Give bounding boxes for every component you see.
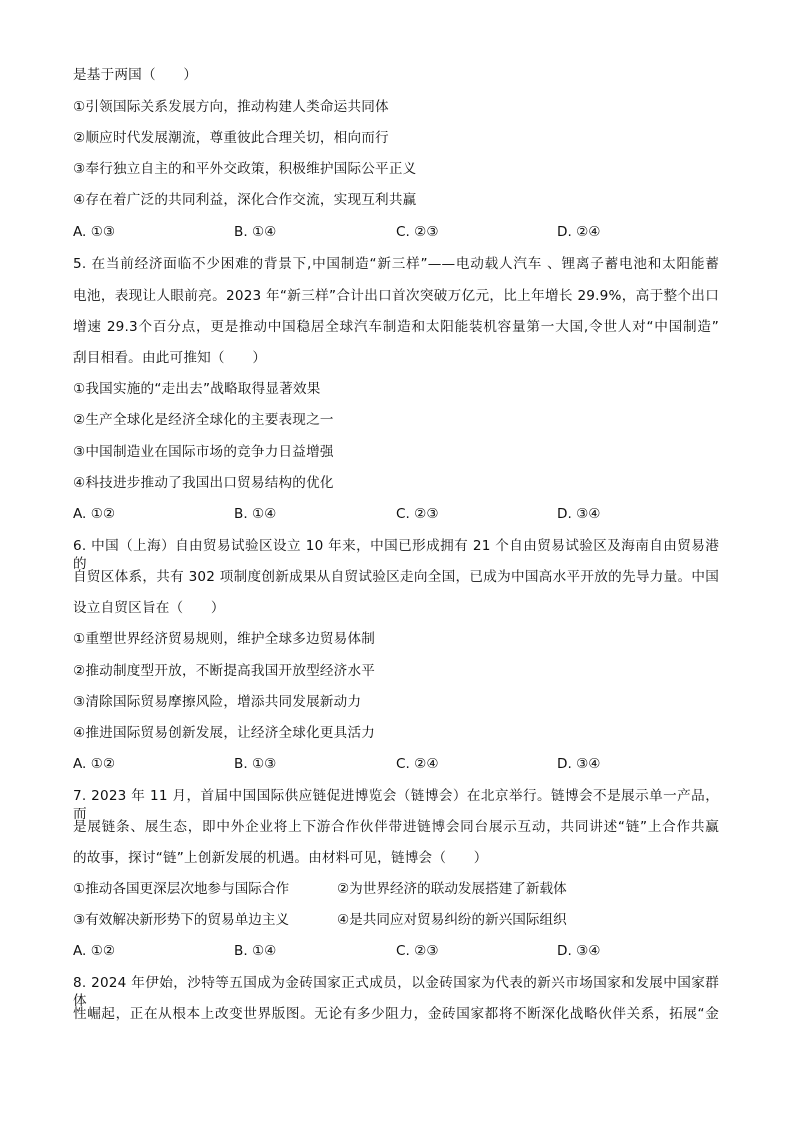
q7-stem-line-3: 的故事，探讨“链”上创新发展的机遇。由材料可见，链博会（ ） — [73, 850, 488, 866]
q7-option-c: C. ②③ — [396, 943, 439, 959]
q8-stem-line-1: 8. 2024 年伊始，沙特等五国成为金砖国家正式成员，以金砖国家为代表的新兴市场国家和发展中国家群体 — [73, 975, 719, 1009]
q6-item-3: ③清除国际贸易摩擦风险，增添共同发展新动力 — [73, 694, 362, 710]
q5-option-d: D. ③④ — [557, 506, 601, 522]
q4-option-d: D. ②④ — [557, 224, 601, 240]
q7-item-2: ②为世界经济的联动发展搭建了新载体 — [337, 881, 567, 897]
q6-stem-line-3: 设立自贸区旨在（ ） — [73, 600, 225, 616]
q6-option-b: B. ①③ — [234, 756, 277, 772]
q4-option-c: C. ②③ — [396, 224, 439, 240]
q6-item-4: ④推进国际贸易创新发展，让经济全球化更具活力 — [73, 725, 376, 741]
q6-stem-line-2: 自贸区体系，共有 302 项制度创新成果从自贸试验区走向全国，已成为中国高水平开放的先导力量。中国 — [73, 569, 719, 585]
q7-item-3: ③有效解决新形势下的贸易单边主义 — [73, 912, 290, 928]
q4-option-a: A. ①③ — [73, 224, 116, 240]
q5-option-c: C. ②③ — [396, 506, 439, 522]
q7-stem-line-2: 是展链条、展生态，即中外企业将上下游合作伙伴带进链博会同台展示互动，共同讲述“链”上合作共赢 — [73, 819, 719, 835]
q6-option-d: D. ③④ — [557, 756, 601, 772]
q7-option-d: D. ③④ — [557, 943, 601, 959]
q7-option-a: A. ①② — [73, 943, 116, 959]
q5-stem-line-2: 电池，表现让人眼前亮。2023 年“新三样”合计出口首次突破万亿元，比上年增长 29.9%，高于整个出口 — [73, 288, 719, 304]
q7-item-1: ①推动各国更深层次地参与国际合作 — [73, 881, 290, 897]
q6-option-c: C. ②④ — [396, 756, 439, 772]
q6-stem-line-1: 6. 中国（上海）自由贸易试验区设立 10 年来，中国已形成拥有 21 个自由贸易试验区及海南自由贸易港的 — [73, 538, 719, 572]
q8-stem-line-2: 性崛起，正在从根本上改变世界版图。无论有多少阻力，金砖国家都将不断深化战略伙伴关系，拓展“金 — [73, 1006, 719, 1022]
q4-item-4: ④存在着广泛的共同利益，深化合作交流，实现互利共赢 — [73, 192, 417, 208]
q5-item-1: ①我国实施的“走出去”战略取得显著效果 — [73, 381, 321, 397]
q6-item-1: ①重塑世界经济贸易规则，维护全球多边贸易体制 — [73, 631, 376, 647]
q4-item-2: ②顺应时代发展潮流，尊重彼此合理关切，相向而行 — [73, 130, 389, 146]
q7-option-b: B. ①④ — [234, 943, 277, 959]
q6-item-2: ②推动制度型开放，不断提高我国开放型经济水平 — [73, 663, 376, 679]
q4-item-1: ①引领国际关系发展方向，推动构建人类命运共同体 — [73, 99, 389, 115]
q5-stem-line-4: 刮目相看。由此可推知（ ） — [73, 350, 267, 366]
q5-item-2: ②生产全球化是经济全球化的主要表现之一 — [73, 412, 334, 428]
q5-stem-line-1: 5. 在当前经济面临不少困难的背景下,中国制造“新三样”——电动载人汽车 、锂离子蓄电池和太阳能蓄 — [73, 256, 719, 272]
q5-item-3: ③中国制造业在国际市场的竞争力日益增强 — [73, 444, 334, 460]
q5-stem-line-3: 增速 29.3个百分点，更是推动中国稳居全球汽车制造和太阳能装机容量第一大国,令世人对“中国制造” — [73, 319, 719, 335]
q7-stem-line-1: 7. 2023 年 11 月，首届中国国际供应链促进博览会（链博会）在北京举行。链博会不是展示单一产品，而 — [73, 788, 719, 822]
q6-option-a: A. ①② — [73, 756, 116, 772]
q4-item-3: ③奉行独立自主的和平外交政策，积极维护国际公平正义 — [73, 161, 417, 177]
q7-item-4: ④是共同应对贸易纠纷的新兴国际组织 — [337, 912, 567, 928]
q5-option-a: A. ①② — [73, 506, 116, 522]
q4-option-b: B. ①④ — [234, 224, 277, 240]
q5-option-b: B. ①④ — [234, 506, 277, 522]
q4-stem-tail: 是基于两国（ ） — [73, 67, 198, 83]
q5-item-4: ④科技进步推动了我国出口贸易结构的优化 — [73, 475, 334, 491]
